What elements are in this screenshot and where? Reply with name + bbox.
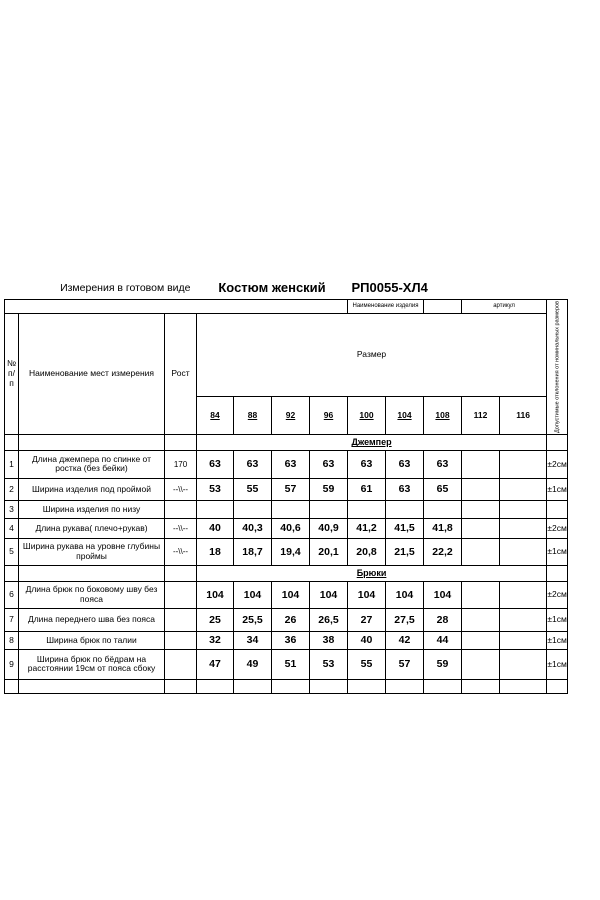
measurement-sheet <box>4 277 600 694</box>
size-value-104: 27,5 <box>386 608 424 631</box>
size-value-112 <box>462 500 500 518</box>
size-value-88: 55 <box>234 478 272 500</box>
size-value-112 <box>462 649 500 679</box>
size-value-112 <box>462 518 500 538</box>
height-value <box>165 649 197 679</box>
product-name-label: Наименование изделия <box>348 300 424 314</box>
size-value-116 <box>500 538 547 565</box>
size-value-108: 59 <box>424 649 462 679</box>
section-row <box>5 565 600 581</box>
section-title: Брюки <box>197 565 547 581</box>
size-value-84: 47 <box>197 649 234 679</box>
size-value-116 <box>500 608 547 631</box>
row-number: 2 <box>5 478 19 500</box>
size-value-96 <box>310 500 348 518</box>
name-header: Наименование мест измерения <box>19 314 165 435</box>
size-value-100: 61 <box>348 478 386 500</box>
size-value-84: 18 <box>197 538 234 565</box>
size-value-104: 104 <box>386 581 424 608</box>
height-value: --\\-- <box>165 538 197 565</box>
tolerance-value: ±1см <box>547 631 568 649</box>
size-value-88: 40,3 <box>234 518 272 538</box>
size-value-100 <box>348 500 386 518</box>
table-row <box>5 500 600 518</box>
measurement-name: Длина переднего шва без пояса <box>19 608 165 631</box>
size-value-112 <box>462 450 500 478</box>
section-row <box>5 434 600 450</box>
table-row <box>5 581 600 608</box>
size-value-96: 59 <box>310 478 348 500</box>
measurement-name: Ширина изделия по низу <box>19 500 165 518</box>
size-value-100: 27 <box>348 608 386 631</box>
tolerance-value: ±1см <box>547 538 568 565</box>
size-value-88 <box>234 500 272 518</box>
table-row <box>5 631 600 649</box>
size-value-84: 25 <box>197 608 234 631</box>
size-header-108: 108 <box>424 396 462 434</box>
size-value-108: 28 <box>424 608 462 631</box>
size-value-108: 63 <box>424 450 462 478</box>
size-value-108 <box>424 500 462 518</box>
tolerance-value: ±1см <box>547 608 568 631</box>
size-value-116 <box>500 478 547 500</box>
size-value-100: 40 <box>348 631 386 649</box>
size-value-88: 49 <box>234 649 272 679</box>
size-value-84 <box>197 500 234 518</box>
tolerance-value: ±2см <box>547 581 568 608</box>
height-value <box>165 500 197 518</box>
size-value-116 <box>500 518 547 538</box>
size-value-92: 51 <box>272 649 310 679</box>
size-value-92: 104 <box>272 581 310 608</box>
size-value-92 <box>272 500 310 518</box>
measurement-table <box>4 277 600 694</box>
size-value-116 <box>500 649 547 679</box>
size-value-92: 19,4 <box>272 538 310 565</box>
product-title: Костюм женский <box>218 279 326 295</box>
size-value-84: 32 <box>197 631 234 649</box>
measurement-name: Ширина изделия под проймой <box>19 478 165 500</box>
size-value-104: 63 <box>386 478 424 500</box>
row-number: 1 <box>5 450 19 478</box>
measurement-name: Ширина брюк по бёдрам на расстоянии 19см от пояса сбоку <box>19 649 165 679</box>
size-header-112: 112 <box>462 396 500 434</box>
size-header-116: 116 <box>500 396 547 434</box>
size-value-84: 53 <box>197 478 234 500</box>
size-value-96: 26,5 <box>310 608 348 631</box>
tolerance-value: ±2см <box>547 518 568 538</box>
tolerance-value <box>547 500 568 518</box>
table-row <box>5 518 600 538</box>
size-value-112 <box>462 608 500 631</box>
row-number: 7 <box>5 608 19 631</box>
size-value-112 <box>462 631 500 649</box>
height-value <box>165 631 197 649</box>
height-value <box>165 608 197 631</box>
size-value-88: 18,7 <box>234 538 272 565</box>
size-value-96: 40,9 <box>310 518 348 538</box>
size-header-104: 104 <box>386 396 424 434</box>
size-value-116 <box>500 450 547 478</box>
section-title: Джемпер <box>197 434 547 450</box>
tolerance-value: ±1см <box>547 649 568 679</box>
size-value-96: 53 <box>310 649 348 679</box>
row-number: 9 <box>5 649 19 679</box>
size-header-96: 96 <box>310 396 348 434</box>
tolerance-value: ±1см <box>547 478 568 500</box>
size-value-100: 20,8 <box>348 538 386 565</box>
size-value-84: 63 <box>197 450 234 478</box>
size-value-84: 104 <box>197 581 234 608</box>
number-header: № п/ п <box>5 314 19 435</box>
table-body <box>5 434 600 693</box>
tolerance-value: ±2см <box>547 450 568 478</box>
size-value-100: 104 <box>348 581 386 608</box>
size-value-88: 104 <box>234 581 272 608</box>
height-value <box>165 581 197 608</box>
size-value-92: 36 <box>272 631 310 649</box>
row-number: 8 <box>5 631 19 649</box>
size-value-104: 21,5 <box>386 538 424 565</box>
size-value-92: 63 <box>272 450 310 478</box>
height-header: Рост <box>165 314 197 435</box>
row-number: 4 <box>5 518 19 538</box>
size-header-84: 84 <box>197 396 234 434</box>
size-value-104: 42 <box>386 631 424 649</box>
size-value-108: 104 <box>424 581 462 608</box>
table-row <box>5 608 600 631</box>
measurement-name: Ширина рукава на уровне глубины проймы <box>19 538 165 565</box>
measurement-name: Ширина брюк по талии <box>19 631 165 649</box>
size-value-100: 63 <box>348 450 386 478</box>
size-header-92: 92 <box>272 396 310 434</box>
size-value-104: 41,5 <box>386 518 424 538</box>
table-row <box>5 478 600 500</box>
measurement-name: Длина брюк по боковому шву без пояса <box>19 581 165 608</box>
size-value-100: 55 <box>348 649 386 679</box>
size-value-96: 104 <box>310 581 348 608</box>
measurements-title: Измерения в готовом виде <box>60 281 191 294</box>
size-value-108: 41,8 <box>424 518 462 538</box>
size-value-108: 65 <box>424 478 462 500</box>
size-value-88: 63 <box>234 450 272 478</box>
table-row <box>5 538 600 565</box>
size-value-104: 63 <box>386 450 424 478</box>
size-value-92: 57 <box>272 478 310 500</box>
size-value-92: 40,6 <box>272 518 310 538</box>
size-value-96: 38 <box>310 631 348 649</box>
size-value-88: 34 <box>234 631 272 649</box>
height-value: 170 <box>165 450 197 478</box>
measurement-name: Длина джемпера по спинке от ростка (без бейки) <box>19 450 165 478</box>
size-value-84: 40 <box>197 518 234 538</box>
size-value-92: 26 <box>272 608 310 631</box>
size-value-108: 22,2 <box>424 538 462 565</box>
size-value-116 <box>500 631 547 649</box>
height-value: --\\-- <box>165 518 197 538</box>
table-row <box>5 450 600 478</box>
article-label: артикул <box>462 300 547 314</box>
tolerance-header: Допустимые отклонения от номинальных размеров <box>547 300 568 435</box>
table-row <box>5 649 600 679</box>
size-value-100: 41,2 <box>348 518 386 538</box>
size-header-88: 88 <box>234 396 272 434</box>
size-value-96: 63 <box>310 450 348 478</box>
row-number: 5 <box>5 538 19 565</box>
size-value-116 <box>500 581 547 608</box>
size-value-104 <box>386 500 424 518</box>
size-value-116 <box>500 500 547 518</box>
size-value-108: 44 <box>424 631 462 649</box>
size-value-104: 57 <box>386 649 424 679</box>
measurement-name: Длина рукава( плечо+рукав) <box>19 518 165 538</box>
size-value-112 <box>462 478 500 500</box>
size-value-112 <box>462 538 500 565</box>
size-group-header: Размер <box>197 314 547 397</box>
size-value-88: 25,5 <box>234 608 272 631</box>
height-value: --\\-- <box>165 478 197 500</box>
size-value-112 <box>462 581 500 608</box>
row-number: 3 <box>5 500 19 518</box>
size-value-96: 20,1 <box>310 538 348 565</box>
row-number: 6 <box>5 581 19 608</box>
size-header-100: 100 <box>348 396 386 434</box>
product-code: РП0055-ХЛ4 <box>351 279 428 295</box>
